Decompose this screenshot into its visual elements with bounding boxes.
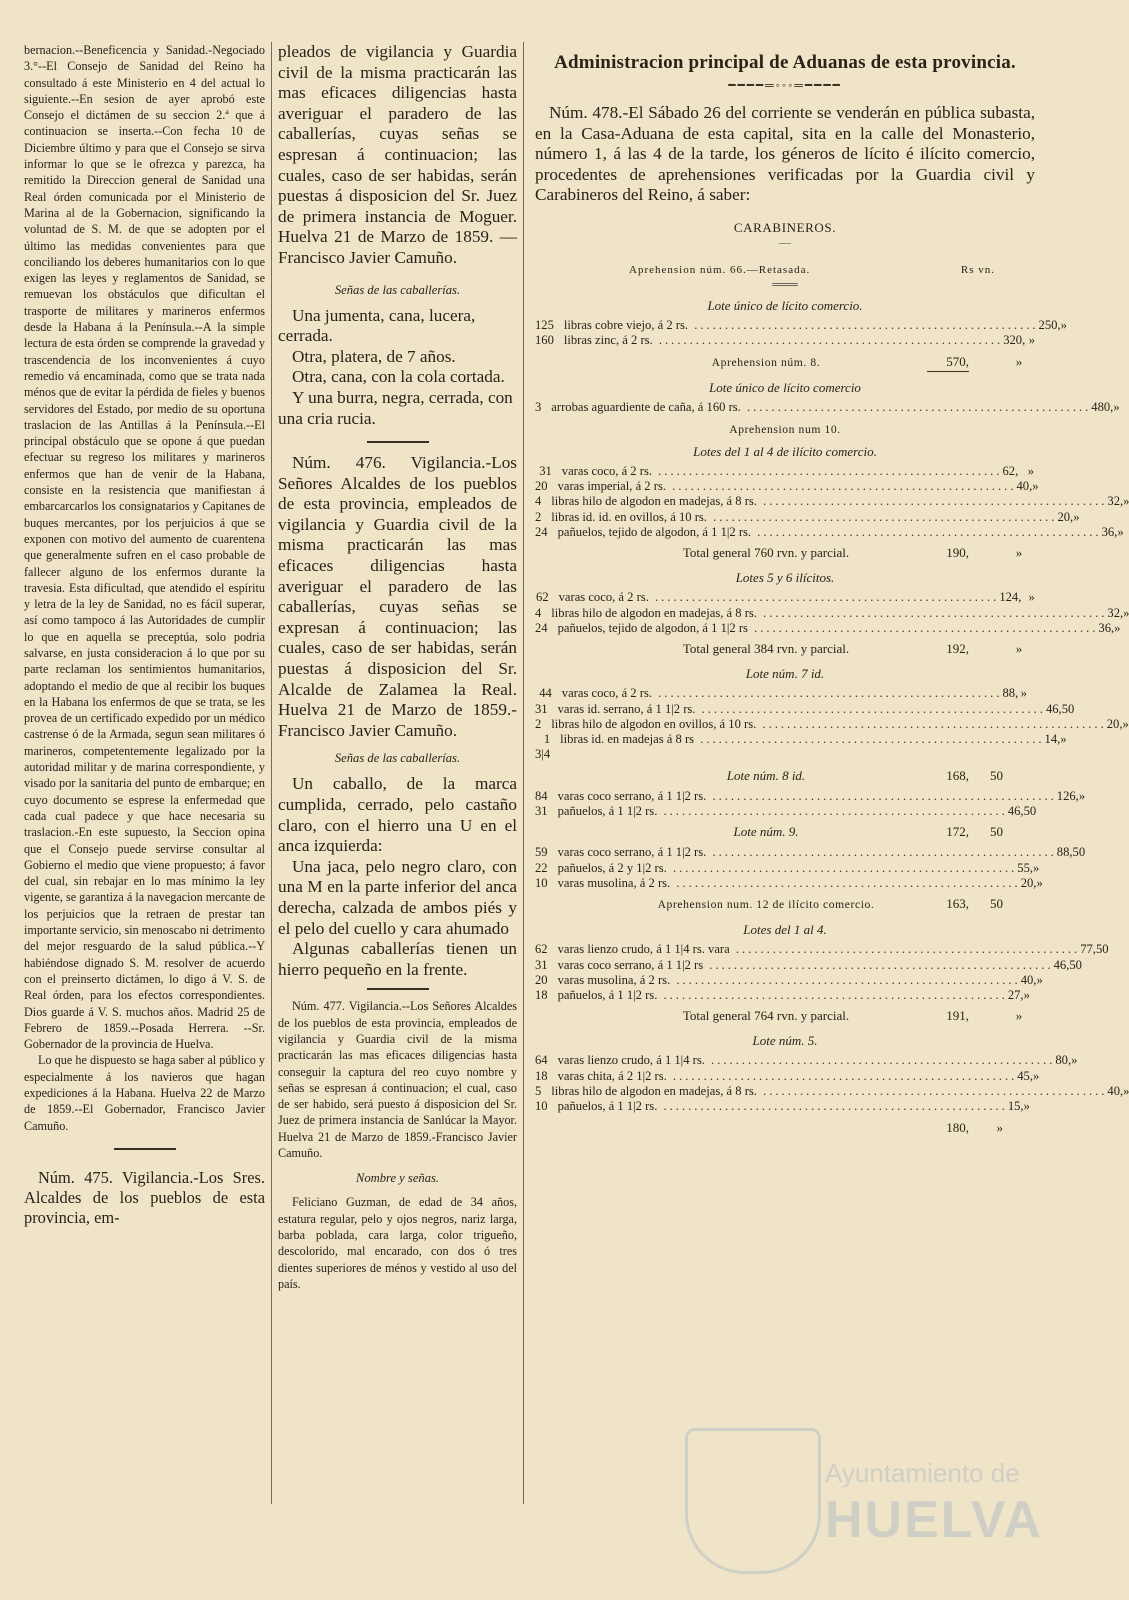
- mark: »: [1123, 605, 1129, 620]
- notice-475-continued: pleados de vigilancia y Guardia civil de la misma practicarán las mas eficaces diligencias hasta averiguar el paradero de las caballerías, cuyas señas se espresan á continuacion; las cuales, caso de ser habidas, serán puestas á disposicion del Sr. Juez de primera instancia de Moguer. Huelva 21 de Marzo de 1859. —Francisco Javier Camuño.: [278, 42, 517, 267]
- quantity: 10: [535, 875, 548, 890]
- item-text: varas coco serrano, á 1 1|2 rs: [557, 957, 704, 972]
- leader-dots: ........................................................: [729, 942, 1081, 957]
- item-description: [558, 621, 1099, 636]
- lot-caption: Lote único de lícito comercio: [709, 379, 861, 395]
- amount: 20,: [1057, 509, 1074, 524]
- quantity: 64: [535, 1053, 548, 1068]
- lot-caption: Lotes del 1 al 4 de ilícito comercio.: [693, 443, 877, 459]
- item-text: varas lienzo crudo, á 1 1|4 rs. vara: [557, 942, 730, 957]
- total-label: Total general 384 rvn. y parcial.: [682, 641, 850, 657]
- item-text: arrobas aguardiente de caña, á 160 rs.: [551, 399, 741, 414]
- quantity: 24: [535, 620, 548, 635]
- lot-table: [535, 463, 1129, 540]
- quantity: 62: [536, 590, 549, 605]
- quantity: 31: [535, 804, 548, 819]
- amount: 32,: [1107, 605, 1124, 620]
- amount: 36,: [1098, 620, 1115, 635]
- description-7: Algunas caballerías tienen un hierro pequeño en la frente.: [278, 939, 517, 979]
- amount: 14,: [1044, 732, 1061, 747]
- item-text: varas imperial, á 2 rs.: [557, 479, 666, 494]
- item-description: [558, 845, 1057, 860]
- item-text: libras id. en madejas á 8 rs: [560, 732, 695, 747]
- dash: —: [779, 234, 791, 249]
- item-description: [558, 525, 1102, 540]
- amount: 40,: [1020, 972, 1037, 987]
- dash: ═══: [772, 276, 798, 291]
- quantity: 1 3|4: [535, 732, 551, 762]
- subtotal-cents: 50: [990, 896, 1003, 912]
- quantity: 31: [535, 701, 548, 716]
- watermark-line-1: Ayuntamiento de: [825, 1458, 1020, 1488]
- leader-dots: ........................................................: [657, 1099, 1008, 1114]
- cents: »: [1023, 988, 1030, 1003]
- description-5: Un caballo, de la marca cumplida, cerrado, pelo castaño claro, con el hierro una U en el anca izquierda:: [278, 774, 517, 856]
- description-6: Una jaca, pelo negro claro, con una M en la parte inferior del anca derecha, calzada de ambos piés y el pelo del cuello y cara ahumado: [278, 856, 517, 938]
- quantity: 44: [539, 686, 552, 701]
- leader-dots: ........................................................: [666, 1068, 1018, 1083]
- quantity: 3: [535, 399, 542, 414]
- item-description: [558, 876, 1021, 891]
- amount: 32,: [1107, 494, 1124, 509]
- quantity: 20: [535, 972, 548, 987]
- item-text: libras id. id. en ovillos, á 10 rs.: [551, 509, 707, 524]
- item-description: [559, 590, 1000, 605]
- lot-caption: Lotes 5 y 6 ilícitos.: [735, 570, 835, 586]
- item-text: libras hilo de algodon en madejas, á 8 rs.: [551, 1083, 757, 1098]
- leader-dots: ........................................................: [706, 509, 1058, 524]
- item-text: pañuelos, tejido de algodon, á 1 1|2 rs: [557, 620, 748, 635]
- total-mark: »: [1015, 1008, 1023, 1024]
- item-description: [560, 732, 1044, 747]
- leader-dots: ........................................................: [706, 845, 1057, 860]
- item-text: pañuelos, á 1 1|2 rs.: [557, 804, 658, 819]
- quantity: 59: [535, 845, 548, 860]
- description-1: Una jumenta, cana, lucera, cerrada.: [278, 305, 476, 346]
- lot-table: [535, 942, 1109, 1003]
- item-text: varas coco, á 2 rs.: [561, 686, 652, 701]
- lot-table: [535, 845, 1086, 891]
- amount: 36,: [1101, 525, 1118, 540]
- item-text: libras cobre viejo, á 2 rs.: [563, 317, 689, 332]
- watermark-line-2: HUELVA: [825, 1491, 1044, 1549]
- cents: »: [1036, 972, 1043, 987]
- cents: »: [1033, 860, 1040, 875]
- column-rule: [271, 42, 272, 1504]
- item-text: pañuelos, á 1 1|2 rs.: [557, 1099, 658, 1114]
- table-row: [535, 845, 1086, 860]
- amount: 250,: [1038, 317, 1061, 332]
- leader-dots: ........................................................: [756, 605, 1108, 620]
- lot-caption: Lote núm. 7 id.: [745, 666, 825, 682]
- table-row: [535, 494, 1129, 509]
- total-row: [535, 640, 1035, 658]
- table-row: [535, 317, 1067, 333]
- table-row: [535, 605, 1129, 621]
- lot-caption: Lote núm. 9.: [733, 824, 799, 840]
- subtotal-row: [535, 767, 1035, 785]
- leader-dots: ........................................................: [652, 463, 1003, 478]
- table-row: [535, 620, 1121, 636]
- leader-dots: ........................................................: [756, 494, 1108, 509]
- carabineros-heading: CARABINEROS.: [733, 219, 837, 235]
- item-text: libras zinc, á 2 rs.: [563, 333, 653, 348]
- quantity: 10: [535, 1099, 548, 1114]
- cents: »: [1071, 1053, 1078, 1068]
- total-row: [535, 544, 1035, 562]
- royal-order-text: bernacion.--Beneficencia y Sanidad.-Negociado 3.°--El Consejo de Sanidad del Reino ha consultado á este Ministerio en 4 del actual lo siguiente.--En sesion de ayer aprobó este Consejo el dictámen de su seccion 2.ª que á continuacion se inserta.--Con fecha 10 de Diciembre último y para que el Consejo se sirva informar lo que se le ofrezca y parezca, ha remitido la Direccion general de Sanidad una Real órden comunicada por el Ministerio de Marina al de la Gobernacion, significando la voluntad de S. M. de que se adopten por el último las medidas convenientes para que conciliando los deberes humanitarios con lo que exigen las leyes y reglamentos de Sanidad, se remuevan los obstáculos que dificultan el trasporte de militares y marineros enfermos desde la Habana á la Península.--A la simple lectura de esta órden se comprende la gravedad y trascendencia de los inconvenientes á cuyo remedio vá encaminada, como que se trata nada ménos que de evitar la pérdida de fieles y buenos servidores del Estado, por medio de su oportuna traslacion de las Antillas á la Península.--El principal obstáculo que se opone á que puedan efectuar su regreso los militares y marineros enfermos que han de venir de la Habana, consiste en la resistencia que manifiestan á embarcarcarlos los consignatarios y Capitanes de buques mercantes, por los perjuicios á que se exponen con motivo del aumento de cuarentena que generalmente sufren en el caso probable de fallecer alguno de los enfermos durante la travesia. Esta dificultad, que atendido el espíritu y letra de la ley de Sanidad, no es fácil superar, así como tampoco á las Autoridades de cumplir lo que en aquella se preceptúa, solo podria salvarse, en justa consideracion á lo que por su parte reclaman los sentimientos humanitarios, adoptando el medio de que al recibir los buques en la Habana los enfermos de que se trata, se les provea de un certificado expedido por un médico castrense ó de la Armada, segun sean militares ó marineros, competentemente legalizado por la autoridad militar y de marina correspondiente, y visado por la sanitaria del punto de embarque; en cuyo documento se esprese la enfermedad que cada cual padece y que hace necesaria su traslacion.-En este supuesto, la Seccion opina que el Consejo puede servirse consultar al Gobierno el medio que viene propuesto; á favor del cual, sin rebajar en lo mas mínimo la ley vigente, se garantiza á la navegacion mercante de los perjuicios que la retraen de prestar tan importante servicio, sin menoscabo ni detrimento del mejor resguardo de la salud pública.--Y habiéndose dignado S. M. resolver de acuerdo con el preinserto dictámen, lo digo á V. S. de Real órden, para los efectos correspondientes. Dios guarde á V. S. muchos años. Madrid 25 de Febrero de 1859.--Posada Herrera. --Sr. Gobernador de la provincia de Huelva.: [24, 43, 265, 1052]
- leader-dots: ........................................................: [688, 317, 1039, 332]
- lot-table: [535, 788, 1086, 820]
- leader-dots: ........................................................: [670, 875, 1021, 890]
- total-amount: 192,: [946, 641, 969, 657]
- amount: 27,: [1007, 988, 1024, 1003]
- cents: »: [1023, 1099, 1030, 1114]
- table-row: [535, 509, 1080, 525]
- table-row: [535, 1053, 1078, 1068]
- lot-caption: Lote núm. 5.: [752, 1033, 818, 1049]
- item-text: pañuelos, tejido de algodon, á 1 1|2 rs.: [557, 525, 752, 540]
- amount: 62,: [1002, 463, 1019, 478]
- subtotal-amount: 168,: [946, 767, 969, 783]
- amount: 46,: [1053, 957, 1070, 972]
- aprehension-label: Aprehension num. 12 de ilícito comercio.: [657, 898, 875, 912]
- amount: 45,: [1017, 1068, 1033, 1083]
- item-text: pañuelos, á 2 y 1|2 rs.: [557, 860, 667, 875]
- total-amount: 570,: [927, 353, 969, 372]
- mark: »: [1028, 333, 1035, 348]
- total-mark: »: [1015, 545, 1023, 561]
- table-row: [535, 804, 1035, 819]
- leader-dots: ........................................................: [695, 701, 1046, 716]
- mark: »: [1113, 399, 1120, 414]
- watermark: [685, 1420, 1045, 1570]
- cents: »: [1020, 686, 1027, 701]
- section-heading: Administracion principal de Aduanas de esta provincia.: [554, 52, 1016, 73]
- quantity: 5: [535, 1083, 542, 1098]
- table-row: [535, 1083, 1129, 1099]
- leader-dots: ........................................................: [751, 525, 1102, 540]
- table-row: [535, 988, 1035, 1003]
- header-units: Rs vn.: [960, 263, 995, 276]
- lot-caption: Lote núm. 8 id.: [726, 767, 806, 783]
- amount: 20,: [1020, 875, 1037, 890]
- total-amount: 191,: [946, 1008, 969, 1024]
- amount: 88,: [1056, 845, 1073, 860]
- description-3: Otra, cana, con la cola cortada.: [292, 367, 505, 387]
- item-text: libras hilo de algodon en madejas, á 8 rs.: [551, 605, 757, 620]
- notice-475: Núm. 475. Vigilancia.-Los Sres. Alcaldes de los pueblos de esta provincia, em-: [24, 1167, 265, 1227]
- header-aprehension: Aprehension núm. 66.—Retasada.: [629, 263, 811, 276]
- mark: »: [1073, 509, 1080, 524]
- item-description: [558, 958, 1054, 973]
- quantity: 4: [535, 605, 542, 620]
- cents: »: [1078, 788, 1086, 803]
- separator: [367, 441, 429, 443]
- amount: 126,: [1056, 788, 1079, 803]
- mark: »: [1114, 620, 1121, 635]
- cents: 50: [1072, 845, 1086, 860]
- table-row: [535, 957, 1082, 973]
- total-label: Total general 764 rvn. y parcial.: [682, 1008, 850, 1024]
- table-row: [535, 464, 1035, 479]
- table-row: [535, 399, 1120, 415]
- table-row: [535, 972, 1043, 988]
- item-text: pañuelos, á 1 1|2 rs.: [557, 988, 658, 1003]
- item-description: [558, 702, 1046, 717]
- quantity: 18: [535, 1068, 548, 1083]
- mark: »: [1060, 317, 1067, 332]
- notice-478: Núm. 478.-El Sábado 26 del corriente se venderán en pública subasta, en la Casa-Aduana de esta capital, sita en la calle del Monasterio, número 1, á las 4 de la tarde, los géneros de lícito é ilícito comercio, procedentes de aprehensiones verificadas por la Guardia civil y Carabineros del Reino, á saber:: [535, 103, 1035, 205]
- quantity: 2: [535, 509, 542, 524]
- leader-dots: ........................................................: [704, 1053, 1056, 1068]
- notice-476: Núm. 476. Vigilancia.-Los Señores Alcaldes de los pueblos de esta provincia, empleados de vigilancia y Guardia civil de la misma practicarán las mas eficaces diligencias hasta averiguar el paradero de las caballerías, cuyas señas se expresan á continuacion; las cuales, caso de ser habidas, serán puestas á disposicion del Sr. Alcalde de Zalamea la Real. Huelva 21 de Marzo de 1859.-Francisco Javier Camuño.: [278, 453, 517, 740]
- item-description: [551, 606, 1107, 621]
- table-row: [535, 590, 1035, 605]
- quantity: 62: [535, 942, 548, 957]
- lot-table: [535, 317, 1067, 349]
- quantity: 4: [535, 494, 542, 509]
- amount: 40,: [1107, 1083, 1124, 1098]
- table-row: [535, 732, 1067, 763]
- item-description: [562, 464, 1003, 479]
- item-description: [551, 494, 1107, 509]
- ornament: ━━━━═◦◦◦═━━━━: [728, 78, 842, 92]
- lot-table: [535, 590, 1129, 636]
- leader-dots: ........................................................: [756, 716, 1107, 731]
- subtotal-amount: 172,: [946, 824, 969, 840]
- description-4: Y una burra, negra, cerrada, con una cria rucia.: [278, 387, 513, 428]
- table-row: [535, 686, 1035, 701]
- leader-dots: ........................................................: [666, 479, 1017, 494]
- item-description: [558, 942, 1081, 957]
- table-row: [535, 479, 1039, 494]
- item-description: [558, 1053, 1056, 1068]
- amount: 40,: [1016, 479, 1033, 494]
- table-row: [535, 942, 1109, 957]
- quantity: 31: [539, 463, 552, 478]
- table-row: [535, 875, 1043, 891]
- notice-477: Núm. 477. Vigilancia.--Los Señores Alcaldes de los pueblos de esta provincia, empleados de vigilancia y Guardia civil de la misma practicarán las mas eficaces diligencias hasta conseguir la captura del reo cuyo nombre y señas se espresan á continuacion; el cual, caso de ser habido, será puesto á disposicion del Sr. Juez de primera instancia de Sanlúcar la Mayor. Huelva 21 de Marzo de 1859.-Francisco Javier Camuño.: [278, 999, 517, 1161]
- table-row: [535, 1068, 1040, 1084]
- item-description: [551, 1084, 1107, 1099]
- table-row: [535, 860, 1040, 876]
- cents: »: [1123, 1083, 1129, 1098]
- lot-caption: Lote único de lícito comercio.: [707, 297, 863, 313]
- quantity: 84: [535, 788, 548, 803]
- subtotal-row: [535, 895, 1035, 914]
- table-row: [535, 788, 1086, 804]
- leader-dots: ........................................................: [670, 972, 1021, 987]
- item-description: [558, 479, 1017, 494]
- coat-of-arms-icon: [685, 1428, 821, 1574]
- item-text: varas coco serrano, á 1 1|2 rs.: [557, 788, 707, 803]
- leader-dots: ........................................................: [657, 804, 1008, 819]
- cents: 50: [1095, 942, 1109, 957]
- item-description: [558, 988, 1008, 1003]
- lot-caption: Lotes del 1 al 4.: [743, 922, 827, 938]
- subtotal-cents: 50: [990, 767, 1003, 783]
- table-row: [535, 701, 1075, 717]
- quantity: 125: [535, 317, 554, 332]
- item-text: varas musolina, á 2 rs.: [557, 875, 671, 890]
- cents: 50: [1061, 701, 1075, 716]
- item-description: [558, 1069, 1018, 1084]
- leader-dots: ........................................................: [703, 957, 1054, 972]
- total-row: [535, 353, 1035, 372]
- total-amount: 190,: [946, 545, 969, 561]
- leader-dots: ........................................................: [652, 333, 1004, 348]
- caption-senas-2: Señas de las caballerías.: [334, 751, 461, 766]
- cents: »: [1036, 875, 1043, 890]
- cents: 50: [1023, 804, 1037, 819]
- item-description: [558, 973, 1021, 988]
- amount: 55,: [1017, 860, 1034, 875]
- item-text: varas coco serrano, á 1 1|2 rs.: [557, 845, 707, 860]
- column-3: [535, 42, 1129, 1141]
- subtotal-amount: 163,: [946, 896, 969, 912]
- item-description: [558, 1099, 1008, 1114]
- mark: »: [1027, 463, 1035, 478]
- item-text: varas id. serrano, á 1 1|2 rs.: [557, 701, 696, 716]
- separator: [114, 1148, 176, 1150]
- leader-dots: ........................................................: [652, 686, 1003, 701]
- item-text: varas coco, á 2 rs.: [561, 463, 652, 478]
- item-description: [558, 804, 1008, 819]
- item-description: [558, 789, 1057, 804]
- leader-dots: ........................................................: [756, 1083, 1108, 1098]
- table-row: [535, 716, 1129, 732]
- quantity: 18: [535, 988, 548, 1003]
- item-description: [551, 717, 1106, 732]
- amount: 46,: [1045, 701, 1062, 716]
- description-2: Otra, platera, de 7 años.: [292, 346, 456, 366]
- leader-dots: ........................................................: [648, 590, 1000, 605]
- leader-dots: ........................................................: [740, 399, 1092, 414]
- quantity: 22: [535, 860, 548, 875]
- total-mark: »: [1015, 353, 1023, 369]
- separator: [367, 988, 429, 990]
- mark: »: [1123, 494, 1129, 509]
- total-row: [535, 1007, 1035, 1025]
- total-label: Aprehension núm. 8.: [711, 355, 821, 369]
- amount: 77,: [1080, 942, 1096, 957]
- table-row: [535, 333, 1035, 348]
- leader-dots: ........................................................: [706, 788, 1057, 803]
- mark: »: [1117, 525, 1124, 540]
- item-text: libras hilo de algodon en madejas, á 8 rs.: [551, 494, 757, 509]
- amount: 480,: [1091, 399, 1114, 414]
- item-description: [558, 861, 1018, 876]
- cents: »: [1060, 732, 1067, 747]
- caption-nombre: Nombre y señas.: [355, 1171, 440, 1186]
- amount: 320,: [1003, 333, 1026, 348]
- cents: 50: [1069, 957, 1082, 972]
- table-header: [629, 264, 995, 276]
- lot-table: [535, 399, 1120, 415]
- final-mark: »: [996, 1119, 1003, 1135]
- item-description: [551, 400, 1091, 415]
- item-text: varas lienzo crudo, á 1 1|4 rs.: [557, 1053, 705, 1068]
- table-row: [535, 525, 1124, 540]
- item-description: [564, 318, 1039, 333]
- column-rule: [523, 42, 524, 1504]
- quantity: 20: [535, 479, 548, 494]
- leader-dots: ........................................................: [666, 860, 1018, 875]
- amount: 124,: [999, 590, 1022, 605]
- item-text: libras hilo de algodon en ovillos, á 10 rs.: [551, 716, 757, 731]
- amount: 20,: [1106, 716, 1123, 731]
- subtotal-row: [535, 823, 1035, 841]
- column-1: [24, 42, 265, 1228]
- quantity: 24: [535, 525, 548, 540]
- aprehension-heading: Aprehension num 10.: [729, 422, 841, 436]
- governor-notice: Lo que he dispuesto se haga saber al público y especialmente á los navieros que hagan expediciones á la Habana. Huelva 22 de Marzo de 1859.--El Gobernador, Francisco Javier Camuño.: [24, 1053, 265, 1133]
- amount: 80,: [1055, 1053, 1072, 1068]
- amount: 88,: [1002, 686, 1019, 701]
- quantity: 160: [535, 333, 554, 348]
- mark: »: [1032, 479, 1039, 494]
- item-description: [551, 510, 1057, 525]
- caption-senas-1: Señas de las caballerías.: [334, 282, 461, 297]
- item-text: varas musolina, á 2 rs.: [557, 972, 671, 987]
- cents: »: [1033, 1068, 1040, 1083]
- leader-dots: ........................................................: [747, 620, 1099, 635]
- fugitive-description: Feliciano Guzman, de edad de 34 años, estatura regular, pelo y ojos negros, nariz larga, barba poblada, cara larga, color trigueño, descolorido, mal encarado, con dos ó tres dientes superiores de ménos y vestido al uso del país.: [278, 1195, 517, 1291]
- amount: 15,: [1007, 1099, 1024, 1114]
- item-description: [564, 333, 1003, 348]
- quantity: 2: [535, 716, 542, 731]
- item-text: varas chita, á 2 1|2 rs.: [557, 1068, 667, 1083]
- mark: »: [1028, 590, 1035, 605]
- total-row: [535, 1119, 1035, 1137]
- item-text: varas coco, á 2 rs.: [558, 590, 649, 605]
- leader-dots: ........................................................: [657, 988, 1008, 1003]
- subtotal-cents: 50: [990, 824, 1003, 840]
- item-description: [562, 686, 1003, 701]
- total-label: Total general 760 rvn. y parcial.: [682, 545, 850, 561]
- cents: »: [1122, 716, 1129, 731]
- column-2: [278, 42, 517, 1292]
- lot-table: [535, 686, 1129, 762]
- amount: 46,: [1007, 804, 1024, 819]
- lot-table: [535, 1053, 1129, 1114]
- quantity: 31: [535, 957, 548, 972]
- final-amount: 180,: [946, 1119, 969, 1135]
- total-mark: »: [1015, 641, 1023, 657]
- table-row: [535, 1099, 1035, 1114]
- leader-dots: ........................................................: [694, 732, 1045, 747]
